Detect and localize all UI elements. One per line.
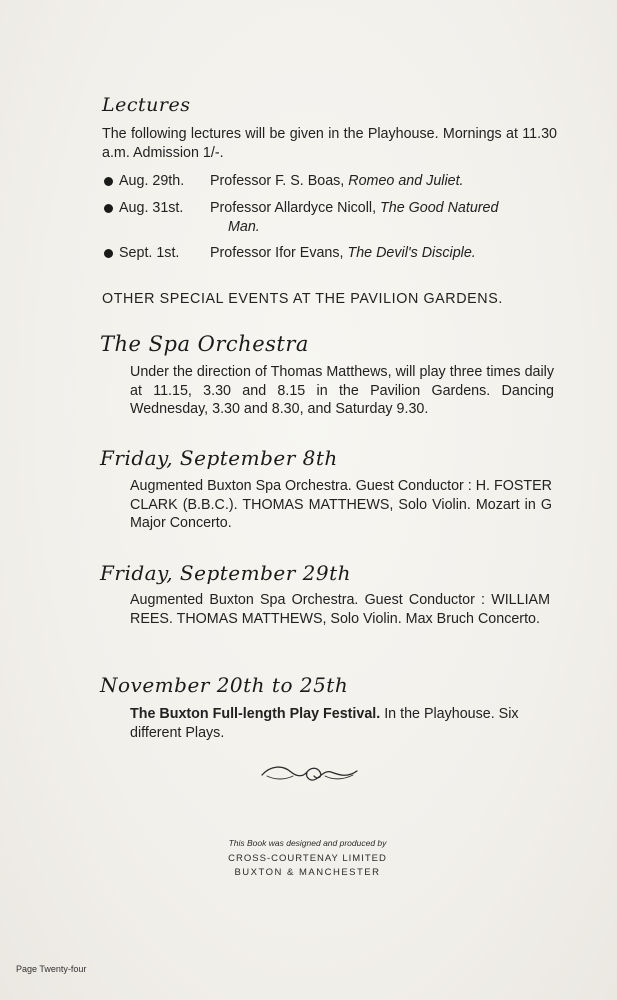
lecture-description — [210, 172, 560, 191]
november-text — [130, 705, 550, 742]
sep29-heading: Friday, September 29th — [100, 561, 352, 585]
play-festival-title: The Buxton Full-length Play Festival. — [130, 706, 381, 722]
lecture-title: Romeo and Juliet. — [348, 173, 464, 189]
bullet-icon — [104, 204, 113, 213]
lecture-item — [102, 172, 562, 192]
page-number: Page Twenty-four — [16, 964, 87, 974]
imprint-designed-by: This Book was designed and produced by — [228, 838, 387, 848]
lecture-title: The Good Natured — [380, 200, 499, 216]
lectures-heading: Lectures — [102, 94, 191, 116]
sep8-heading: Friday, September 8th — [100, 446, 338, 470]
orchestra-text: Under the direction of Thomas Matthews, will play three times daily at 11.15, 3.30 and 8.15 in the Pavilion Gardens. Dancing Wednesday, 3.30 and 8.30, and Saturday 9.30. — [130, 364, 554, 417]
lecture-speaker: Professor F. S. Boas, — [210, 173, 345, 189]
lecture-title-continued: Man. — [228, 218, 260, 235]
imprint-location: BUXTON & MANCHESTER — [234, 867, 381, 878]
imprint-company: CROSS-COURTENAY LIMITED — [228, 853, 387, 864]
bullet-icon — [104, 177, 113, 186]
lecture-item — [102, 244, 562, 264]
november-heading: November 20th to 25th — [100, 673, 349, 697]
lecture-title: The Devil's Disciple. — [347, 245, 476, 261]
lecture-description — [210, 199, 560, 236]
orchestra-heading: The Spa Orchestra — [100, 332, 309, 356]
bullet-icon — [104, 249, 113, 258]
lecture-item — [102, 199, 562, 239]
lectures-intro: The following lectures will be given in the Playhouse. Mornings at 11.30 a.m. Admission 1/-. — [102, 126, 557, 161]
lecture-speaker: Professor Ifor Evans, — [210, 245, 344, 261]
lecture-date: Sept. 1st. — [119, 245, 180, 261]
sep8-text: Augmented Buxton Spa Orchestra. Guest Conductor : H. FOSTER CLARK (B.B.C.). THOMAS MATTHEWS, Solo Violin. Mozart in G Major Concerto. — [130, 478, 552, 531]
lecture-date: Aug. 29th. — [119, 173, 185, 189]
lecture-description — [210, 244, 560, 263]
special-events-heading: OTHER SPECIAL EVENTS AT THE PAVILION GARDENS. — [102, 291, 503, 307]
play-festival-detail: In the Playhouse. Six different Plays. — [130, 706, 519, 741]
lecture-date: Aug. 31st. — [119, 200, 184, 216]
sep29-text: Augmented Buxton Spa Orchestra. Guest Conductor : WILLIAM REES. THOMAS MATTHEWS, Solo Violin. Max Bruch Concerto. — [130, 592, 550, 627]
flourish-ornament-icon — [259, 760, 360, 786]
lecture-speaker: Professor Allardyce Nicoll, — [210, 200, 377, 216]
